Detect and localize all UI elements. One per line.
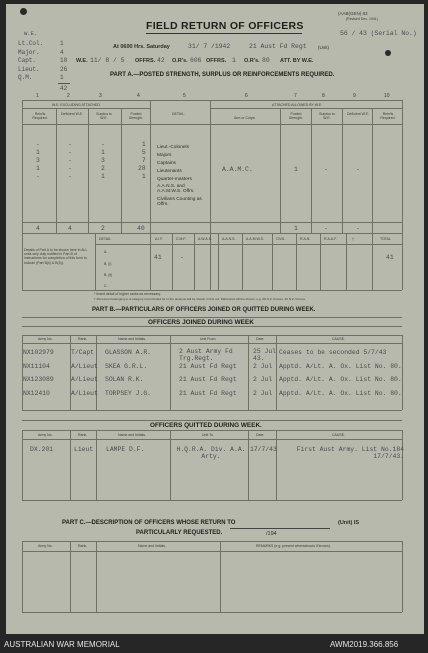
analysis-header: A.W.A.S. xyxy=(198,237,213,241)
offrs2-value: 1 xyxy=(232,57,236,64)
col-header: Arm or Corps. xyxy=(234,116,256,120)
we-margin-values: 1 4 10 26 1 xyxy=(60,40,68,82)
margin-note: Details of Part A to be shown here in ALL units only duly notified in Part B of instructions for completion of this form to include (Part B(ii) & B(3)). xyxy=(24,248,88,265)
quitted-header: Name and Initials. xyxy=(118,433,147,437)
joined-header: Unit From. xyxy=(200,337,217,341)
part-c-header: REMARKS (e.g. present whereabouts if known). xyxy=(256,544,331,548)
part-a-col-number: 5 xyxy=(183,93,186,99)
footer-accession-number: AWM2019.366.856 xyxy=(330,640,399,649)
part-a-col-number: 8 xyxy=(322,93,325,99)
punch-hole xyxy=(20,8,27,15)
part-a-col-number: 1 xyxy=(36,93,39,99)
part-c-header: Army No. xyxy=(38,544,53,548)
analysis-header: TOTAL xyxy=(380,237,391,241)
ors2-label: O.R's. xyxy=(244,58,260,64)
part-a-col-number: 3 xyxy=(99,93,102,99)
analysis-aif-value: 41 xyxy=(154,254,162,261)
analysis-row-label: A. xyxy=(104,250,108,254)
quitted-header: Unit To. xyxy=(202,433,214,437)
analysis-header: DETAIL xyxy=(99,237,111,241)
posted-strength-values: 1 5 7 28 1 xyxy=(138,141,146,180)
joined-header: Date. xyxy=(256,337,265,341)
part-c-line2: PARTICULARLY REQUESTED. xyxy=(136,530,223,536)
arm-corps-value: A.A.M.C. xyxy=(222,166,253,173)
analysis-total-value: 41 xyxy=(386,254,394,261)
ors-value: 606 xyxy=(190,57,202,64)
form-code: (AAB(GEN) 83 xyxy=(338,11,368,16)
total-col4: 40 xyxy=(137,225,145,232)
return-date: 31/ 7 /1942 xyxy=(188,43,231,50)
surplus-values: - 1 3 2 1 xyxy=(101,141,105,180)
part-a-col-number: 10 xyxy=(384,93,390,99)
analysis-row-label: B. (ii) xyxy=(104,273,113,277)
joined-header: Rank. xyxy=(78,337,88,341)
quitted-header: Rank. xyxy=(78,433,88,437)
joined-header: Army No. xyxy=(38,337,53,341)
part-c-year: /194 xyxy=(266,531,277,537)
col-header: Surplus to W.E. xyxy=(319,112,335,120)
col-header: Rein'ts Required. xyxy=(32,112,48,120)
serial-number: 56 / 43 (Serial No.) xyxy=(340,30,417,37)
quitted-title: OFFICERS QUITTED DURING WEEK. xyxy=(150,422,262,429)
part-a-heading: PART A.—POSTED STRENGTH, SURPLUS OR REINFORCEMENTS REQUIRED. xyxy=(110,72,335,78)
reinforcements-required-values: - 1 3 1 - xyxy=(36,141,40,180)
rank-detail-list: Lieut.-Colonels Majors Captains Lieutenants Quarter-masters A.A.N.S. and A.A.M.W.S. Offrs. Civilians Counting as Offrs. xyxy=(157,145,202,207)
total-col7: 1 xyxy=(294,225,298,232)
total-col3: 2 xyxy=(101,225,105,232)
analysis-row-label: B. (i) xyxy=(104,262,112,266)
deficient-values: - - - - - xyxy=(68,141,72,180)
analysis-header: A.I.F. xyxy=(155,237,163,241)
part-a-col-number: 4 xyxy=(137,93,140,99)
part-a-col-number: 6 xyxy=(245,93,248,99)
attached-strength-value: 1 xyxy=(294,166,298,173)
attached-surplus-value: - xyxy=(324,166,328,173)
we-margin-label: W.E. xyxy=(24,30,38,37)
we-margin-total: 42 xyxy=(60,85,68,92)
unit-label: (Unit) xyxy=(318,45,329,50)
at-hrs-label: At 0600 Hrs. Saturday xyxy=(113,44,170,50)
total-col1: 4 xyxy=(36,225,40,232)
col-header: Posted Strength. xyxy=(128,112,144,120)
analysis-header: CIVIL xyxy=(276,237,285,241)
analysis-row-label: C. xyxy=(104,284,108,288)
quitted-header: Army No. xyxy=(38,433,53,437)
analysis-cmf-value: - xyxy=(180,254,184,261)
offrs2-label: OFFRS. xyxy=(206,58,227,64)
offrs-value: 42 xyxy=(157,57,165,64)
att-label: ATT. BY W.E. xyxy=(280,58,314,64)
part-b-heading: PART B.—PARTICULARS OF OFFICERS JOINED OR QUITTED DURING WEEK. xyxy=(92,307,316,313)
footer-credit: AUSTRALIAN WAR MEMORIAL xyxy=(4,640,120,649)
col-header: Posted Strength. xyxy=(288,112,304,120)
total-col8: - xyxy=(324,225,328,232)
part-a-col-number: 9 xyxy=(353,93,356,99)
group-header-left: W.E. EXCLUDING ATTACHED. xyxy=(52,103,101,107)
we-value: 11/ 8 / 5 xyxy=(90,57,125,64)
joined-title: OFFICERS JOINED DURING WEEK xyxy=(148,319,254,326)
col-header: Deficient W.E. xyxy=(61,112,83,116)
analysis-header: A.A.N.S. xyxy=(222,237,236,241)
col-header: Surplus to W.E. xyxy=(96,112,112,120)
total-col9: - xyxy=(356,225,360,232)
part-c-header: Name and Initials. xyxy=(138,544,167,548)
ors2-value: 80 xyxy=(262,57,270,64)
col-header: Rein'ts Required. xyxy=(380,112,396,120)
analysis-header: R.A.N. xyxy=(300,237,311,241)
form-title: FIELD RETURN OF OFFICERS xyxy=(146,20,304,32)
attached-deficient-value: - xyxy=(356,166,360,173)
part-c-unit: (Unit) IS xyxy=(338,520,360,526)
analysis-header: R.A.A.F. xyxy=(324,237,337,241)
part-c-header: Rank. xyxy=(78,544,88,548)
unit-name: 21 Aust Fd Regt xyxy=(249,43,307,50)
form-revised: (Revised Dec. 1941) xyxy=(346,17,378,21)
analysis-header: C.M.F. xyxy=(176,237,187,241)
quitted-header: Date. xyxy=(256,433,265,437)
total-col2: 4 xyxy=(68,225,72,232)
joined-header: Name and Initials. xyxy=(118,337,147,341)
quitted-header: CAUSE. xyxy=(332,433,346,437)
we-label: W.E. xyxy=(76,58,88,64)
analysis-header: A.A.M.W.S. xyxy=(246,237,264,241)
footnote-1: * Insert detail of higher ranks as necessary. xyxy=(94,292,161,296)
col-header: DETAIL. xyxy=(172,112,185,116)
footnote-2: † Personnel belonging to a category not included for in the analysis will be shown in this col. Particulars will be shown, e.g. 20 N.Z. Forces, 10 N.Z. Forces. xyxy=(94,297,306,301)
part-a-col-number: 2 xyxy=(67,93,70,99)
part-c-heading: PART C.—DESCRIPTION OF OFFICERS WHOSE RETURN TO xyxy=(62,520,236,526)
joined-header: CAUSE. xyxy=(332,337,346,341)
ors-label: O.R's. xyxy=(172,58,188,64)
group-header-right: ATTACHED ALLOWED BY W.E. xyxy=(272,103,323,107)
punch-hole xyxy=(385,50,391,56)
we-margin-ranks: Lt.Col. Major. Capt. Lieut. Q.M. xyxy=(18,40,44,82)
analysis-header: † xyxy=(352,237,354,241)
col-header: Deficient W.E. xyxy=(347,112,369,116)
part-a-col-number: 7 xyxy=(294,93,297,99)
offrs-label: OFFRS. xyxy=(135,58,156,64)
